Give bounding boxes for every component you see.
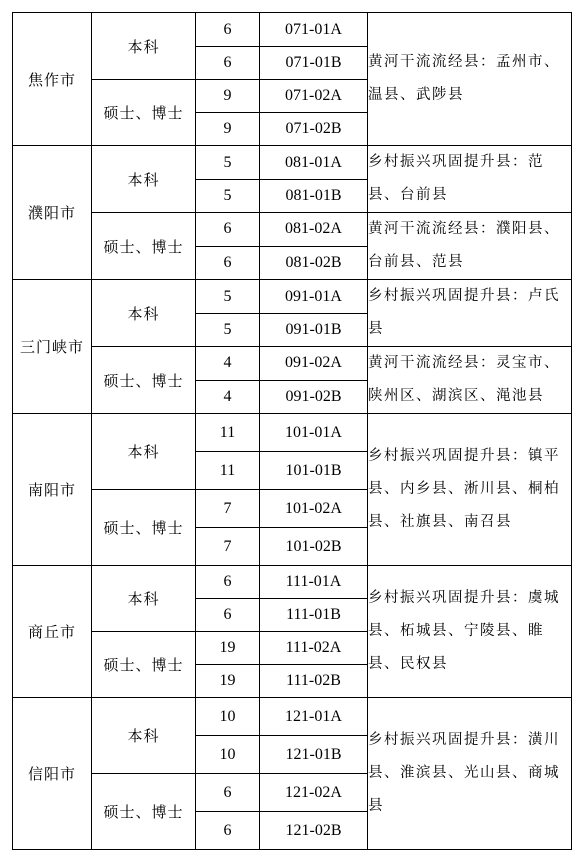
- code-cell: 081-01A: [260, 146, 368, 180]
- degree-cell: 硕士、博士: [92, 632, 196, 698]
- count-cell: 19: [196, 665, 260, 698]
- code-cell: 081-02B: [260, 246, 368, 280]
- count-cell: 6: [196, 246, 260, 280]
- quota-table: [12, 12, 572, 850]
- note-cell: 黄河干流流经县：灵宝市、陕州区、湖滨区、渑池县: [368, 347, 572, 414]
- table-row: [13, 698, 572, 736]
- count-cell: 10: [196, 698, 260, 736]
- table-row: [13, 414, 572, 452]
- code-cell: 091-02A: [260, 347, 368, 381]
- count-cell: 19: [196, 632, 260, 665]
- count-cell: 6: [196, 47, 260, 80]
- code-cell: 101-01B: [260, 452, 368, 490]
- table-row: [13, 213, 572, 247]
- table-row: [13, 146, 572, 180]
- note-cell: 黄河干流流经县：孟州市、温县、武陟县: [368, 13, 572, 146]
- code-cell: 111-01B: [260, 599, 368, 632]
- code-cell: 081-01B: [260, 180, 368, 213]
- count-cell: 6: [196, 774, 260, 812]
- note-cell: 黄河干流流经县：濮阳县、台前县、范县: [368, 213, 572, 280]
- code-cell: 121-01A: [260, 698, 368, 736]
- count-cell: 10: [196, 736, 260, 774]
- count-cell: 5: [196, 314, 260, 347]
- count-cell: 4: [196, 347, 260, 381]
- code-cell: 071-02B: [260, 113, 368, 146]
- degree-cell: 本科: [92, 146, 196, 213]
- count-cell: 7: [196, 490, 260, 528]
- city-cell: 商丘市: [13, 566, 92, 698]
- code-cell: 111-02B: [260, 665, 368, 698]
- code-cell: 121-01B: [260, 736, 368, 774]
- degree-cell: 本科: [92, 566, 196, 632]
- note-cell: 乡村振兴巩固提升县：潢川县、淮滨县、光山县、商城县: [368, 698, 572, 850]
- count-cell: 5: [196, 280, 260, 314]
- degree-cell: 本科: [92, 698, 196, 774]
- count-cell: 6: [196, 566, 260, 599]
- city-cell: 信阳市: [13, 698, 92, 850]
- count-cell: 9: [196, 113, 260, 146]
- note-cell: 乡村振兴巩固提升县：镇平县、内乡县、淅川县、桐柏县、社旗县、南召县: [368, 414, 572, 566]
- count-cell: 5: [196, 146, 260, 180]
- degree-cell: 硕士、博士: [92, 213, 196, 280]
- table-row: [13, 13, 572, 47]
- degree-cell: 硕士、博士: [92, 80, 196, 146]
- table-row: [13, 566, 572, 599]
- code-cell: 081-02A: [260, 213, 368, 247]
- degree-cell: 硕士、博士: [92, 490, 196, 566]
- code-cell: 071-02A: [260, 80, 368, 113]
- count-cell: 6: [196, 213, 260, 247]
- city-cell: 南阳市: [13, 414, 92, 566]
- degree-cell: 本科: [92, 13, 196, 80]
- code-cell: 091-01A: [260, 280, 368, 314]
- code-cell: 111-01A: [260, 566, 368, 599]
- code-cell: 101-02A: [260, 490, 368, 528]
- count-cell: 9: [196, 80, 260, 113]
- count-cell: 11: [196, 414, 260, 452]
- code-cell: 111-02A: [260, 632, 368, 665]
- count-cell: 11: [196, 452, 260, 490]
- code-cell: 121-02B: [260, 812, 368, 850]
- count-cell: 4: [196, 380, 260, 414]
- degree-cell: 本科: [92, 414, 196, 490]
- city-cell: 焦作市: [13, 13, 92, 146]
- table-row: [13, 347, 572, 381]
- degree-cell: 硕士、博士: [92, 774, 196, 850]
- degree-cell: 本科: [92, 280, 196, 347]
- code-cell: 091-01B: [260, 314, 368, 347]
- code-cell: 101-01A: [260, 414, 368, 452]
- city-cell: 濮阳市: [13, 146, 92, 280]
- degree-cell: 硕士、博士: [92, 347, 196, 414]
- count-cell: 5: [196, 180, 260, 213]
- note-cell: 乡村振兴巩固提升县：虞城县、柘城县、宁陵县、睢县、民权县: [368, 566, 572, 698]
- code-cell: 071-01B: [260, 47, 368, 80]
- code-cell: 121-02A: [260, 774, 368, 812]
- count-cell: 6: [196, 599, 260, 632]
- code-cell: 071-01A: [260, 13, 368, 47]
- table-row: [13, 280, 572, 314]
- count-cell: 7: [196, 528, 260, 566]
- count-cell: 6: [196, 13, 260, 47]
- note-cell: 乡村振兴巩固提升县：卢氏县: [368, 280, 572, 347]
- count-cell: 6: [196, 812, 260, 850]
- code-cell: 101-02B: [260, 528, 368, 566]
- code-cell: 091-02B: [260, 380, 368, 414]
- note-cell: 乡村振兴巩固提升县：范县、台前县: [368, 146, 572, 213]
- city-cell: 三门峡市: [13, 280, 92, 414]
